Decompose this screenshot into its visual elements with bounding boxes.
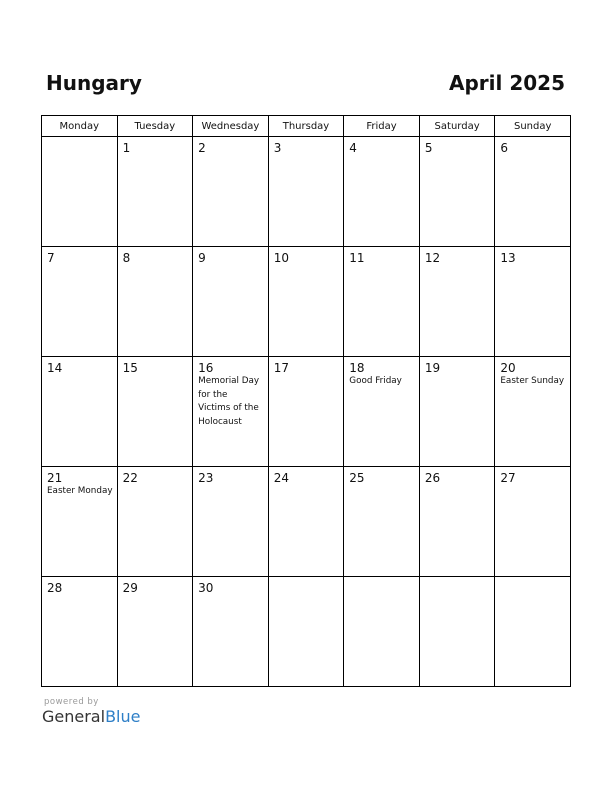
- weekday-header: Tuesday: [117, 116, 193, 137]
- day-number: 14: [47, 361, 63, 375]
- day-cell: [268, 577, 344, 687]
- week-row: [42, 247, 571, 357]
- day-cell: [495, 247, 571, 357]
- day-cell: [117, 577, 193, 687]
- day-cell: [193, 467, 269, 577]
- day-number: 21: [47, 471, 63, 485]
- day-number: 23: [198, 471, 214, 485]
- day-cell: [42, 137, 118, 247]
- day-number: 13: [500, 251, 516, 265]
- weekday-header: Saturday: [419, 116, 495, 137]
- day-number: 15: [122, 361, 138, 375]
- day-number: 12: [424, 251, 441, 265]
- month-year-title: April 2025: [449, 71, 565, 95]
- day-cell: [344, 577, 420, 687]
- day-number: 18: [349, 361, 365, 375]
- day-number: 2: [198, 141, 206, 155]
- day-number: 27: [500, 471, 516, 485]
- day-number: 10: [273, 251, 289, 265]
- weekday-header-row: [42, 116, 571, 137]
- day-cell: [495, 467, 571, 577]
- day-cell: [495, 137, 571, 247]
- week-row: [42, 577, 571, 687]
- day-cell: [419, 247, 495, 357]
- holiday-label: for the: [198, 389, 228, 400]
- day-number: 16: [198, 361, 214, 375]
- day-cell: [193, 137, 269, 247]
- day-number: 19: [424, 361, 441, 375]
- day-cell: [344, 467, 420, 577]
- day-cell: [419, 467, 495, 577]
- day-cell: [268, 247, 344, 357]
- brand-part-blue: Blue: [105, 707, 141, 726]
- holiday-label: Victims of the: [198, 403, 259, 413]
- holiday-label: Easter Monday: [47, 486, 113, 496]
- day-number: 20: [500, 361, 516, 375]
- day-number: 29: [122, 581, 138, 595]
- day-cell: [268, 357, 344, 467]
- day-number: 28: [47, 581, 63, 595]
- day-cell: [495, 577, 571, 687]
- day-cell: [419, 577, 495, 687]
- weekday-header: Thursday: [268, 116, 344, 137]
- day-number: 9: [198, 251, 206, 265]
- day-number: 24: [273, 471, 289, 485]
- week-row: [42, 137, 571, 247]
- day-number: 7: [47, 251, 55, 265]
- day-number: 26: [424, 471, 441, 485]
- country-title: Hungary: [46, 71, 142, 95]
- day-cell: [42, 577, 118, 687]
- weekday-header: Friday: [344, 116, 420, 137]
- day-number: 4: [349, 141, 357, 155]
- day-number: 6: [500, 141, 509, 155]
- day-number: 1: [122, 141, 131, 155]
- generalblue-logo[interactable]: [42, 707, 140, 726]
- weekday-header: Monday: [42, 116, 118, 137]
- weekday-header: Sunday: [495, 116, 571, 137]
- calendar-grid: [41, 115, 571, 687]
- day-cell: [42, 357, 118, 467]
- day-cell: [495, 357, 571, 467]
- day-cell: [344, 357, 420, 467]
- day-number: 3: [273, 141, 282, 155]
- day-number: 5: [424, 141, 433, 155]
- day-cell: [42, 467, 118, 577]
- holiday-label: Good Friday: [349, 376, 402, 386]
- week-row: [42, 467, 571, 577]
- day-number: 30: [198, 581, 214, 595]
- day-cell: [419, 137, 495, 247]
- day-cell: [344, 137, 420, 247]
- day-cell: [193, 247, 269, 357]
- holiday-label: Easter Sunday: [500, 376, 565, 386]
- holiday-label: Memorial Day: [198, 376, 260, 386]
- week-row: [42, 357, 571, 467]
- day-cell: [268, 467, 344, 577]
- weekday-header: Wednesday: [193, 116, 269, 137]
- day-number: 8: [122, 251, 131, 265]
- day-cell: [42, 247, 118, 357]
- day-cell: [193, 577, 269, 687]
- day-number: 11: [349, 251, 365, 265]
- day-number: 22: [122, 471, 138, 485]
- powered-by-label: powered by: [44, 697, 99, 707]
- day-cell: [117, 247, 193, 357]
- brand-part-general: General: [42, 707, 106, 726]
- holiday-label: Holocaust: [198, 416, 242, 427]
- day-number: 25: [349, 471, 365, 485]
- day-cell: [117, 357, 193, 467]
- day-number: 17: [273, 361, 289, 375]
- day-cell: [193, 357, 269, 467]
- day-cell: [117, 467, 193, 577]
- day-cell: [419, 357, 495, 467]
- day-cell: [344, 247, 420, 357]
- day-cell: [117, 137, 193, 247]
- day-cell: [268, 137, 344, 247]
